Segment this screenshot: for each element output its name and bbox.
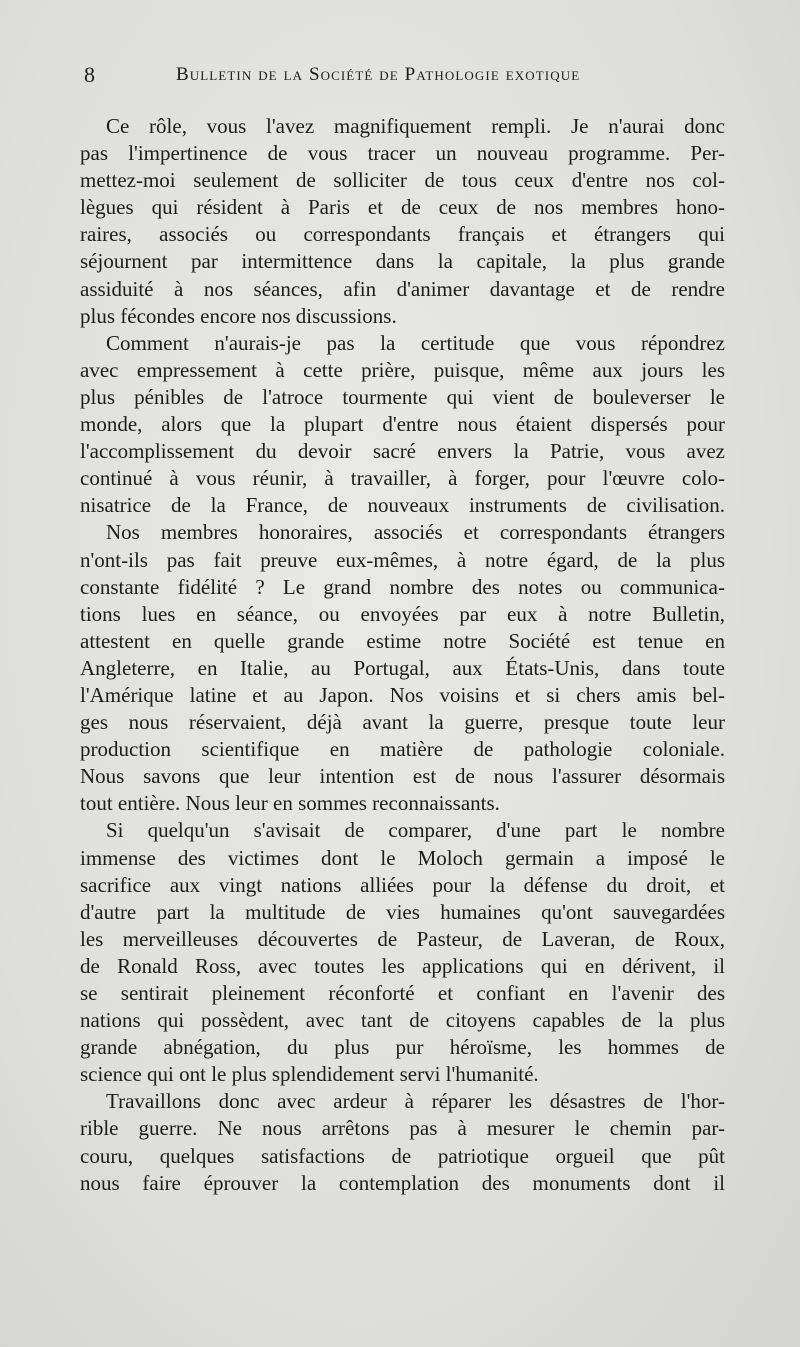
text-line: Nos membres honoraires, associés et correspondants étrangers bbox=[106, 520, 725, 545]
text-line: attestent en quelle grande estime notre Société est tenue en bbox=[80, 628, 725, 653]
text-line: ges nous réservaient, déjà avant la guerre, presque toute leur bbox=[80, 710, 725, 735]
text-line: science qui ont le plus splendidement servi l'humanité. bbox=[80, 1062, 539, 1087]
text-line: l'Amérique latine et au Japon. Nos voisins et si chers amis bel- bbox=[80, 682, 725, 707]
body-text bbox=[80, 113, 725, 1197]
text-line: couru, quelques satisfactions de patriotique orgueil que pût bbox=[80, 1143, 725, 1168]
text-line: pas l'impertinence de vous tracer un nouveau programme. Per- bbox=[80, 141, 725, 166]
text-line: nisatrice de la France, de nouveaux instruments de civilisation. bbox=[80, 493, 725, 518]
running-title: Bulletin de la Société de Pathologie exotique bbox=[176, 64, 581, 85]
paragraph bbox=[80, 519, 725, 817]
text-line: Ce rôle, vous l'avez magnifiquement rempli. Je n'aurai donc bbox=[106, 114, 725, 138]
text-line: plus fécondes encore nos discussions. bbox=[80, 303, 397, 328]
text-line: assiduité à nos séances, afin d'animer davantage et de rendre bbox=[80, 276, 725, 301]
text-line: immense des victimes dont le Moloch germain a imposé le bbox=[80, 845, 725, 870]
text-line: l'accomplissement du devoir sacré envers la Patrie, vous avez bbox=[80, 439, 725, 464]
text-line: Travaillons donc avec ardeur à réparer les désastres de l'hor- bbox=[106, 1089, 725, 1114]
text-line: Si quelqu'un s'avisait de comparer, d'une part le nombre bbox=[106, 818, 725, 843]
page-header bbox=[84, 62, 734, 92]
text-line: rible guerre. Ne nous arrêtons pas à mesurer le chemin par- bbox=[80, 1116, 725, 1141]
text-line: grande abnégation, du plus pur héroïsme, les hommes de bbox=[80, 1035, 725, 1060]
text-line: n'ont-ils pas fait preuve eux-mêmes, à notre égard, de la plus bbox=[80, 547, 725, 572]
text-line: Nous savons que leur intention est de nous l'assurer désormais bbox=[80, 764, 725, 789]
text-line: plus pénibles de l'atroce tourmente qui vient de bouleverser le bbox=[80, 384, 725, 409]
paragraph bbox=[80, 330, 725, 520]
text-line: nations qui possèdent, avec tant de citoyens capables de la plus bbox=[80, 1008, 725, 1033]
text-line: d'autre part la multitude de vies humaines qu'ont sauvegardées bbox=[80, 899, 725, 924]
text-line: constante fidélité ? Le grand nombre des notes ou communica- bbox=[80, 574, 725, 599]
text-line: production scientifique en matière de pathologie coloniale. bbox=[80, 737, 725, 762]
paragraph bbox=[80, 817, 725, 1088]
text-line: monde, alors que la plupart d'entre nous étaient dispersés pour bbox=[80, 412, 725, 437]
text-line: Angleterre, en Italie, au Portugal, aux États-Unis, dans toute bbox=[80, 655, 725, 680]
text-line: les merveilleuses découvertes de Pasteur, de Laveran, de Roux, bbox=[80, 926, 725, 951]
page-number: 8 bbox=[84, 62, 95, 87]
text-line: mettez-moi seulement de solliciter de tous ceux d'entre nos col- bbox=[80, 168, 725, 193]
text-line: Comment n'aurais-je pas la certitude que vous répondrez bbox=[106, 330, 725, 355]
text-line: raires, associés ou correspondants français et étrangers qui bbox=[80, 222, 725, 247]
paragraph bbox=[80, 113, 725, 330]
text-line: continué à vous réunir, à travailler, à forger, pour l'œuvre colo- bbox=[80, 466, 725, 491]
paragraph bbox=[80, 1088, 725, 1196]
text-line: tout entière. Nous leur en sommes reconnaissants. bbox=[80, 791, 500, 816]
text-line: nous faire éprouver la contemplation des monuments dont il bbox=[80, 1170, 725, 1195]
text-line: avec empressement à cette prière, puisque, même aux jours les bbox=[80, 357, 725, 382]
text-line: lègues qui résident à Paris et de ceux de nos membres hono- bbox=[80, 195, 725, 220]
text-line: tions lues en séance, ou envoyées par eux à notre Bulletin, bbox=[80, 601, 725, 626]
text-line: de Ronald Ross, avec toutes les applications qui en dérivent, il bbox=[80, 953, 725, 978]
text-line: sacrifice aux vingt nations alliées pour la défense du droit, et bbox=[80, 872, 725, 897]
text-line: séjournent par intermittence dans la capitale, la plus grande bbox=[80, 249, 725, 274]
text-line: se sentirait pleinement réconforté et confiant en l'avenir des bbox=[80, 981, 725, 1005]
